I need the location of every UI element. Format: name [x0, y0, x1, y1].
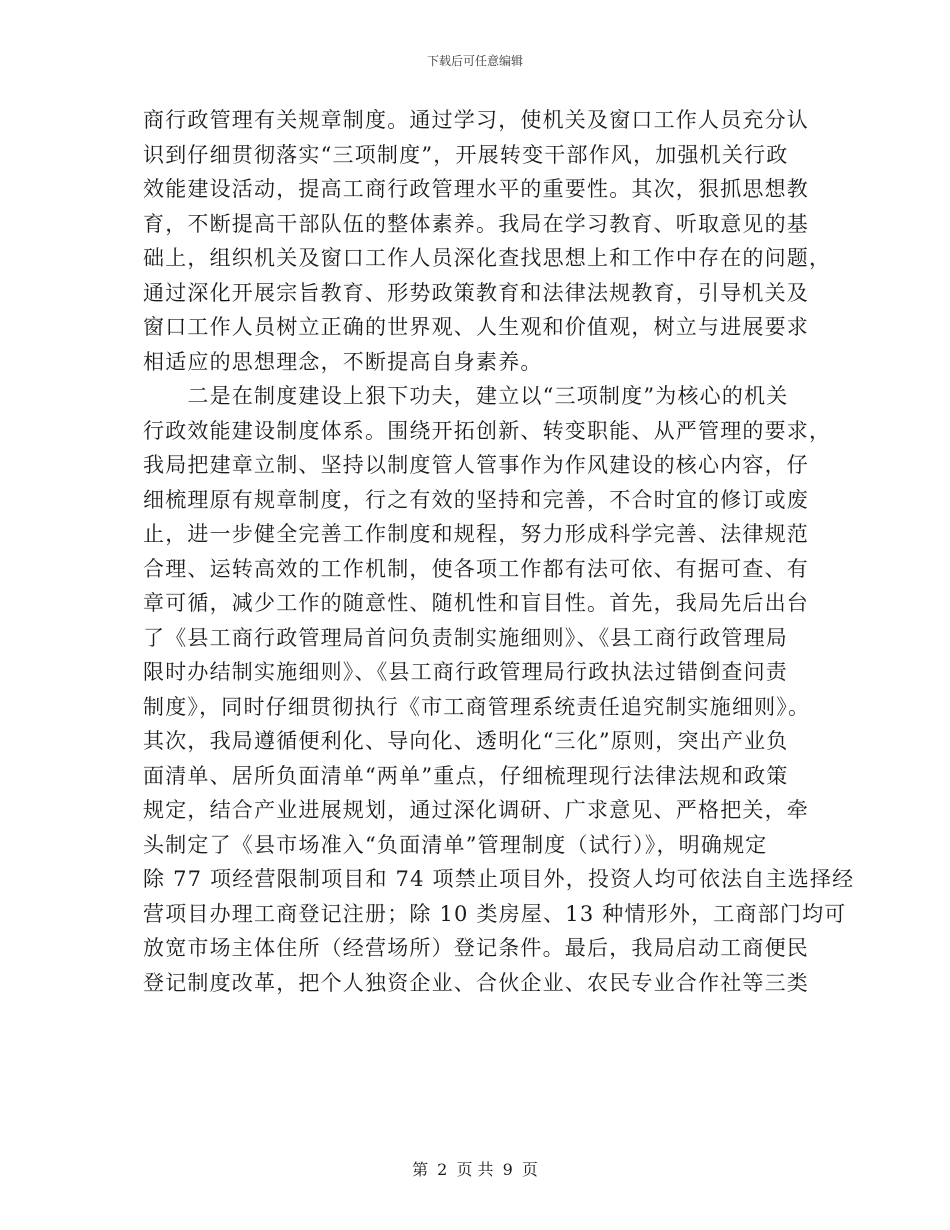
- body-line: 其次，我局遵循便利化、导向化、透明化“三化”原则，突出产业负: [143, 729, 789, 753]
- footer-prefix: 第: [412, 1160, 429, 1179]
- body-line: 育，不断提高干部队伍的整体素养。我局在学习教育、听取意见的基: [143, 211, 809, 236]
- body-line: 通过深化开展宗旨教育、形势政策教育和法律法规教育，引导机关及: [143, 280, 809, 305]
- body-line: 识到仔细贯彻落实“三项制度”，开展转变干部作风，加强机关行政: [143, 142, 789, 167]
- body-line: 我局把建章立制、坚持以制度管人管事作为作风建设的核心内容，仔: [143, 453, 809, 477]
- body-line: 相适应的思想理念，不断提高自身素养。: [143, 349, 543, 374]
- body-line: 头制定了《县市场准入“负面清单”管理制度（试行）》，明确规定: [143, 832, 768, 857]
- body-line: 了《县工商行政管理局首问负责制实施细则》、《县工商行政管理局: [143, 625, 788, 650]
- body-line: 础上，组织机关及窗口工作人员深化查找思想上和工作中存在的问题，: [143, 246, 832, 270]
- body-line: 窗口工作人员树立正确的世界观、人生观和价值观，树立与进展要求: [143, 315, 809, 339]
- body-line: 合理、运转高效的工作机制，使各项工作都有法可依、有据可查、有: [143, 556, 809, 581]
- body-line: 放宽市场主体住所（经营场所）登记条件。最后，我局启动工商便民: [143, 936, 809, 960]
- body-line: 登记制度改革，把个人独资企业、合伙企业、农民专业合作社等三类: [143, 970, 809, 995]
- footer-suffix: 页: [521, 1160, 538, 1179]
- body-line: 行政效能建设制度体系。围绕开拓创新、转变职能、从严管理的要求，: [143, 418, 832, 443]
- body-line: 止，进一步健全完善工作制度和规程，努力形成科学完善、法律规范: [143, 522, 809, 546]
- page-header: 下载后可任意编辑: [426, 54, 523, 68]
- total-pages-number: 9: [502, 1160, 513, 1179]
- body-line: 商行政管理有关规章制度。通过学习，使机关及窗口工作人员充分认: [143, 108, 809, 132]
- body-line: 章可循，减少工作的随意性、随机性和盲目性。首先，我局先后出台: [143, 591, 809, 615]
- document-body: [143, 103, 855, 1000]
- current-page-number: 2: [437, 1160, 448, 1179]
- body-line: 面清单、居所负面清单“两单”重点，仔细梳理现行法律法规和政策: [143, 763, 789, 788]
- footer-middle: 页 共: [456, 1160, 494, 1179]
- body-line: 除 77 项经营限制项目和 74 项禁止项目外，投资人均可依法自主选择经: [143, 867, 855, 891]
- body-line: 效能建设活动，提高工商行政管理水平的重要性。其次，狠抓思想教: [143, 177, 809, 201]
- body-line: 规定，结合产业进展规划，通过深化调研、广求意见、严格把关，牵: [143, 798, 809, 822]
- body-line: 细梳理原有规章制度，行之有效的坚持和完善，不合时宜的修订或废: [143, 487, 809, 512]
- body-line: 制度》，同时仔细贯彻执行《市工商管理系统责任追究制实施细则》。: [143, 694, 811, 719]
- body-line: 二是在制度建设上狠下功夫，建立以“三项制度”为核心的机关: [143, 384, 789, 408]
- body-line: 限时办结制实施细则》、《县工商行政管理局行政执法过错倒查问责: [143, 660, 788, 684]
- body-line: 营项目办理工商登记注册；除 10 类房屋、13 种情形外，工商部门均可: [143, 901, 847, 926]
- page-footer: [0, 1157, 950, 1180]
